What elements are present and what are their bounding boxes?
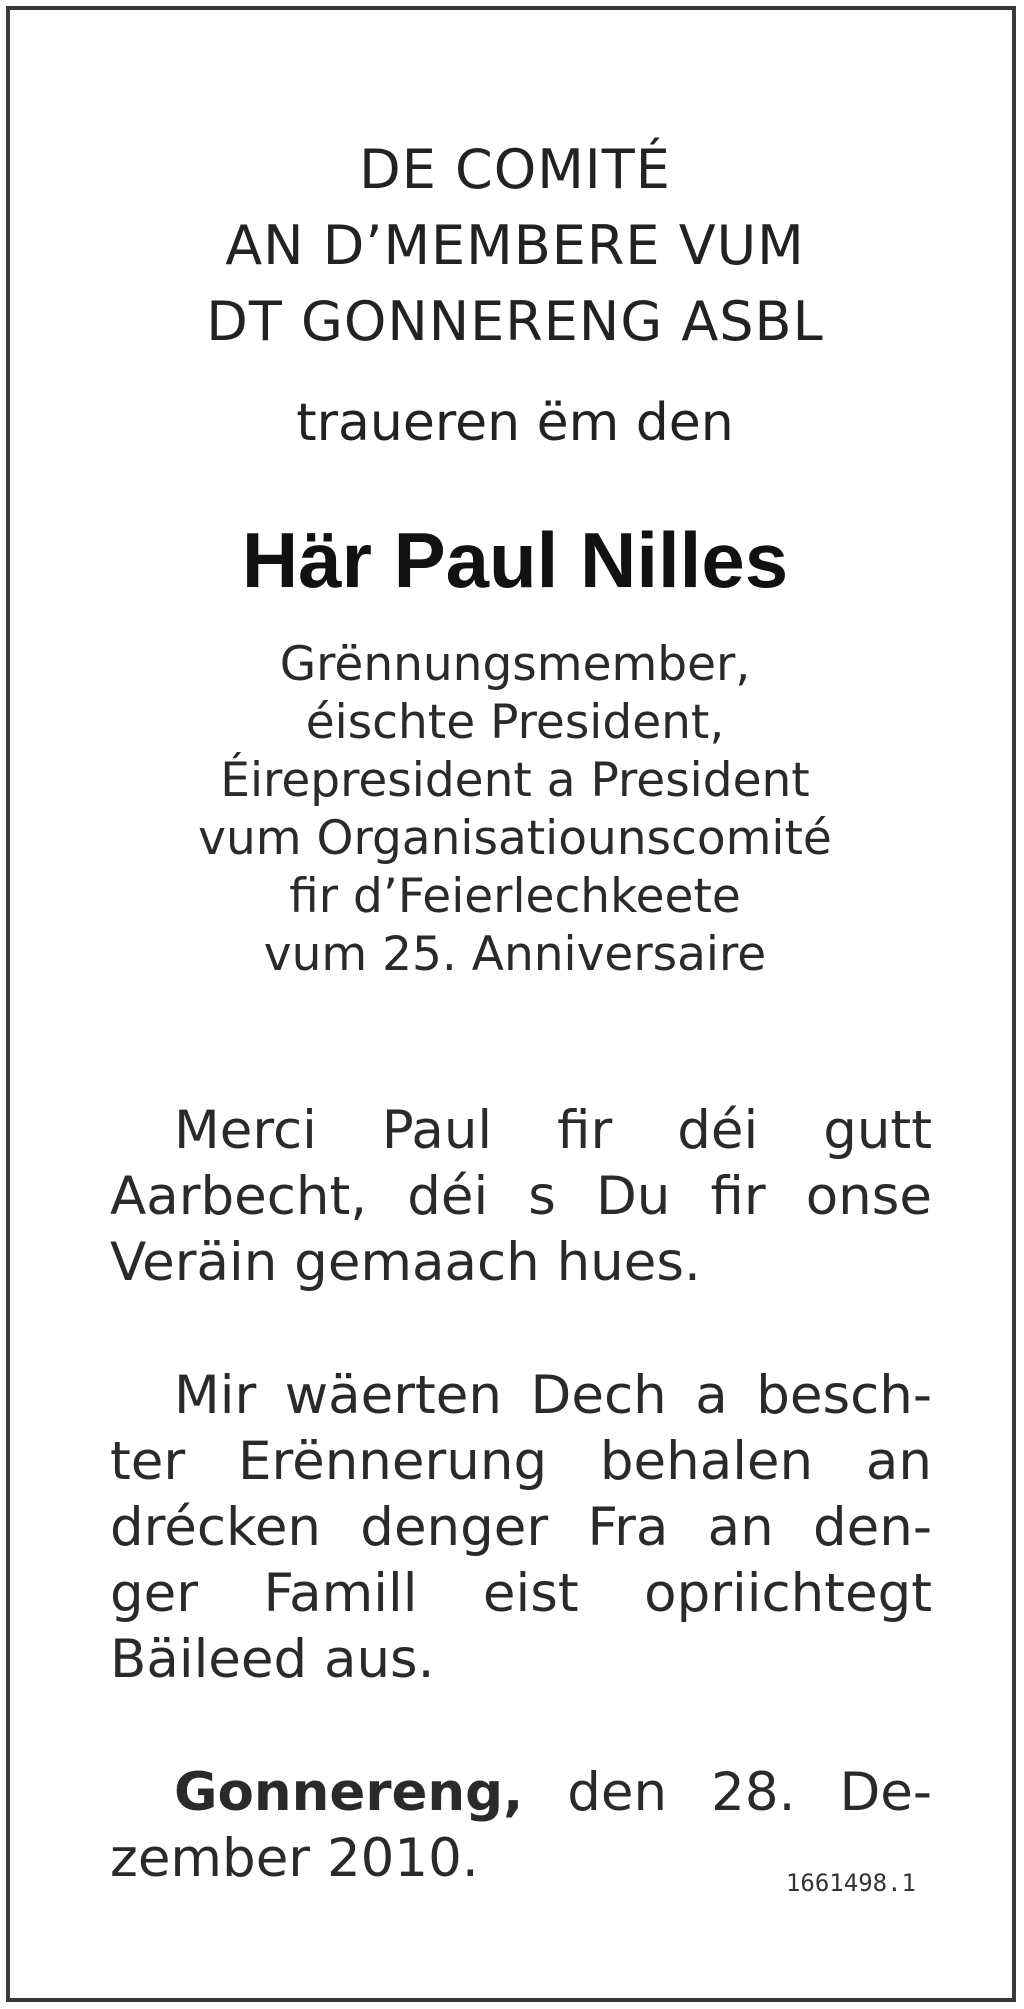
- title-line: Grënnungsmember,: [279, 637, 751, 692]
- paragraph-line: drécken denger Fra an den-: [110, 1497, 932, 1558]
- paragraph-line: ter Erënnerung behalen an: [110, 1431, 932, 1492]
- reference-number: 1661498.1: [785, 1869, 916, 1897]
- condolence-paragraph: [110, 1363, 932, 1693]
- title-line: fir d’Feierlechkeete: [289, 869, 741, 924]
- paragraph-line: Merci Paul fir déi gutt: [174, 1100, 932, 1161]
- title-line: éischte President,: [305, 695, 725, 750]
- paragraph-line: Bäileed aus.: [110, 1629, 435, 1690]
- heading-line-3: DT GONNERENG ASBL: [206, 290, 824, 353]
- closing-date-part-2: zember 2010.: [110, 1828, 479, 1889]
- paragraph-line: Mir wäerten Dech a besch-: [174, 1365, 932, 1426]
- paragraph-line: Veräin gemaach hues.: [110, 1232, 701, 1293]
- title-line: Éirepresident a President: [220, 753, 810, 808]
- deceased-name: Här Paul Nilles: [241, 516, 789, 604]
- intro-text: traueren ëm den: [296, 393, 734, 453]
- closing-date-part-1: den 28. De-: [523, 1762, 932, 1823]
- notice-heading: [10, 132, 1020, 360]
- paragraph-line: Aarbecht, déi s Du fir onse: [110, 1166, 932, 1227]
- heading-line-1: DE COMITÉ: [359, 138, 671, 201]
- thanks-paragraph: [110, 1098, 932, 1296]
- obituary-notice-frame: [6, 6, 1016, 2002]
- title-line: vum 25. Anniversaire: [263, 927, 767, 982]
- paragraph-line: ger Famill eist opriichtegt: [110, 1563, 932, 1624]
- heading-line-2: AN D’MEMBERE VUM: [225, 214, 805, 277]
- honorary-titles: [10, 636, 1020, 984]
- closing-line: [110, 1760, 932, 1826]
- closing-place: Gonnereng,: [174, 1762, 524, 1823]
- title-line: vum Organisatiounscomité: [198, 811, 832, 866]
